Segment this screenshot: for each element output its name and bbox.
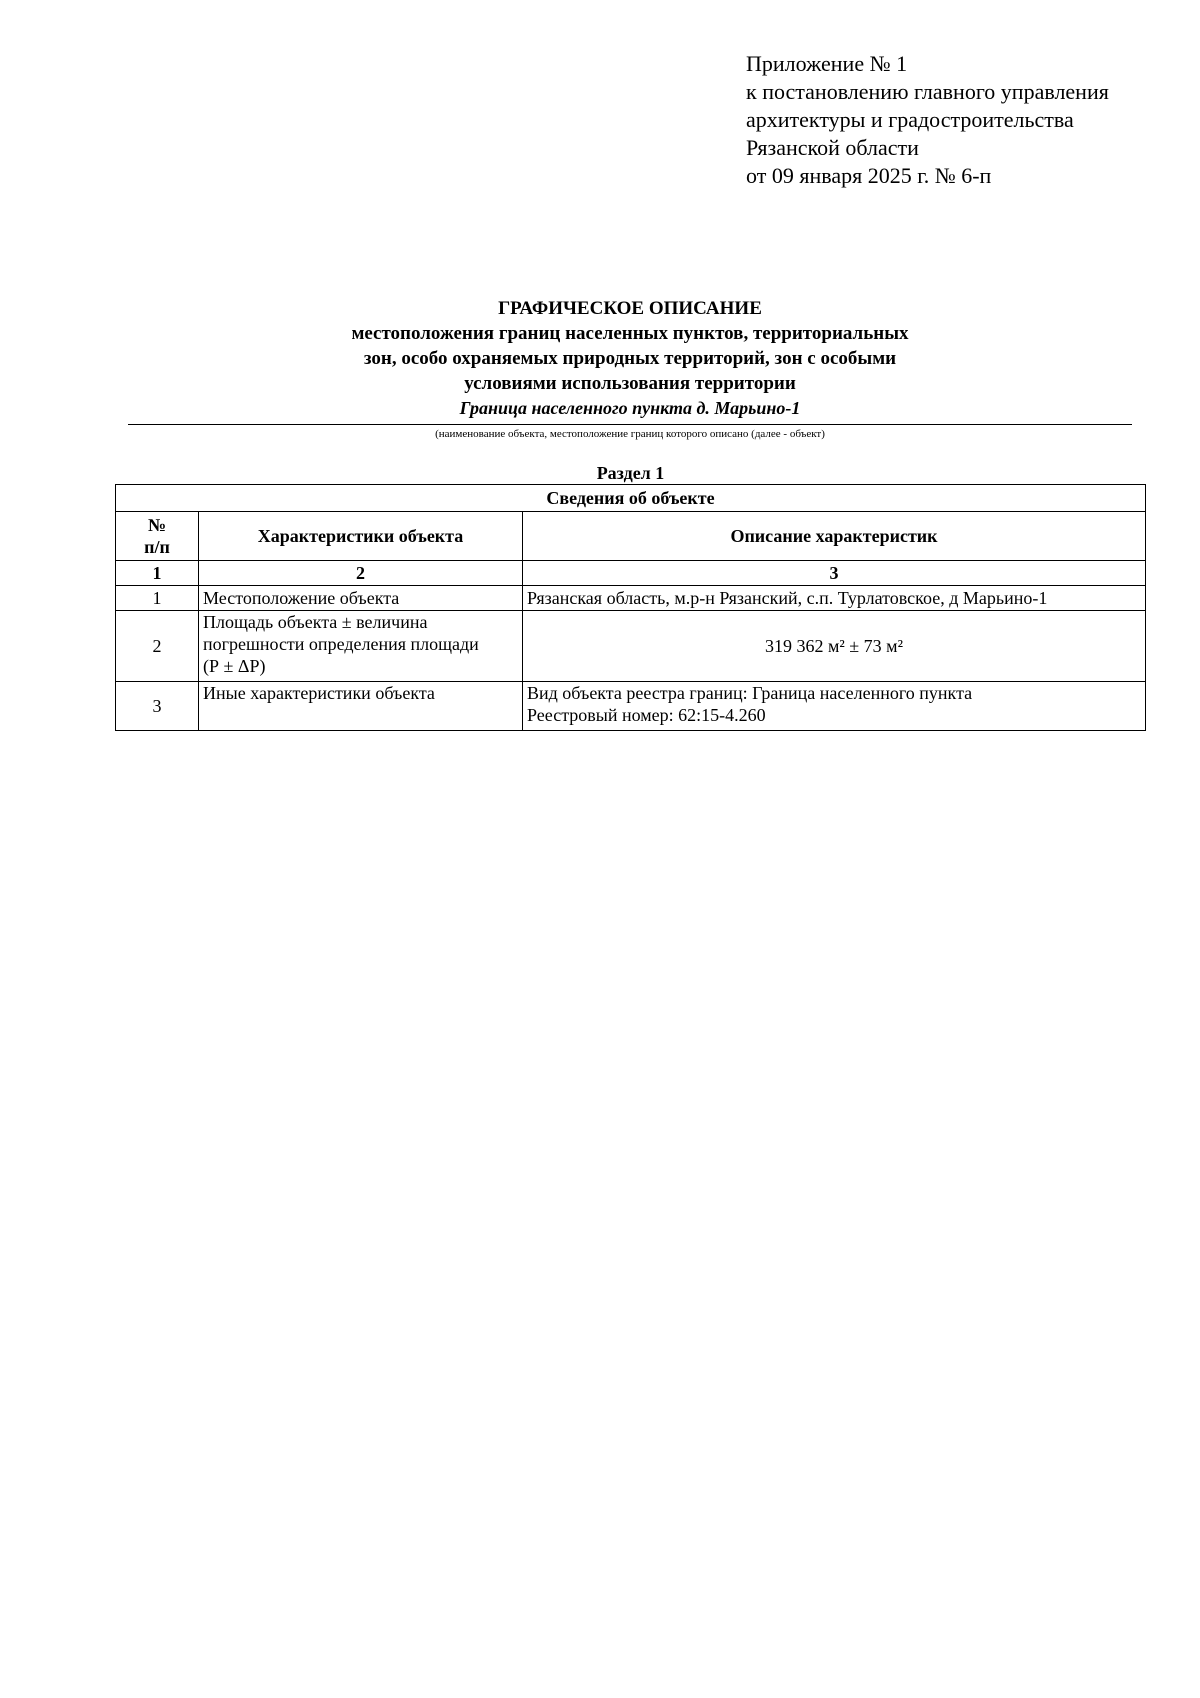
section-title: Раздел 1 <box>596 463 665 483</box>
header-number-symbol: № <box>147 515 167 535</box>
appendix-number: Приложение № 1 <box>746 51 908 76</box>
document-title-block <box>128 296 1132 442</box>
column-index: 1 <box>116 561 199 586</box>
appendix-reference-line: к постановлению главного управления <box>746 79 1109 104</box>
row-characteristic-line: (Р ± ΔР) <box>203 656 266 676</box>
table-row <box>116 611 1146 682</box>
row-description-line: Вид объекта реестра границ: Граница населенного пункта <box>527 683 973 703</box>
row-number: 3 <box>116 682 199 731</box>
appendix-reference-line: Рязанской области <box>746 135 919 160</box>
table-row <box>116 682 1146 731</box>
row-characteristic: Иные характеристики объекта <box>199 682 523 731</box>
object-name-underline <box>128 424 1132 425</box>
row-characteristic-line: Площадь объекта ± величина <box>203 612 428 632</box>
document-subtitle-line: условиями использования территории <box>464 373 796 394</box>
table-caption: Сведения об объекте <box>116 485 1146 512</box>
appendix-reference-line: архитектуры и градостроительства <box>746 107 1074 132</box>
column-index: 2 <box>199 561 523 586</box>
table-row <box>116 586 1146 611</box>
row-description <box>523 682 1146 731</box>
header-number-label: п/п <box>144 537 170 557</box>
appendix-header <box>746 50 1166 190</box>
row-characteristic <box>199 611 523 682</box>
header-number <box>116 512 199 561</box>
object-name: Граница населенного пункта д. Марьино-1 <box>459 398 801 418</box>
appendix-date: от 09 января 2025 г. № 6-п <box>746 163 992 188</box>
table-caption-row <box>116 485 1146 512</box>
object-info-table <box>115 484 1146 731</box>
column-index-row <box>116 561 1146 586</box>
document-subtitle-line: зон, особо охраняемых природных территорий, зон с особыми <box>363 348 897 369</box>
table-header-row <box>116 512 1146 561</box>
column-index: 3 <box>523 561 1146 586</box>
row-description-line: Реестровый номер: 62:15-4.260 <box>527 705 766 725</box>
document-subtitle-line: местоположения границ населенных пунктов, территориальных <box>351 323 909 344</box>
row-description: 319 362 м² ± 73 м² <box>523 611 1146 682</box>
header-characteristic: Характеристики объекта <box>199 512 523 561</box>
row-characteristic-line: погрешности определения площади <box>203 634 479 654</box>
header-description: Описание характеристик <box>523 512 1146 561</box>
row-description: Рязанская область, м.р-н Рязанский, с.п. Турлатовское, д Марьино-1 <box>523 586 1146 611</box>
row-number: 2 <box>116 611 199 682</box>
row-characteristic: Местоположение объекта <box>199 586 523 611</box>
document-title: ГРАФИЧЕСКОЕ ОПИСАНИЕ <box>498 298 762 319</box>
row-number: 1 <box>116 586 199 611</box>
object-name-caption: (наименование объекта, местоположение границ которого описано (далее - объект) <box>435 428 825 440</box>
